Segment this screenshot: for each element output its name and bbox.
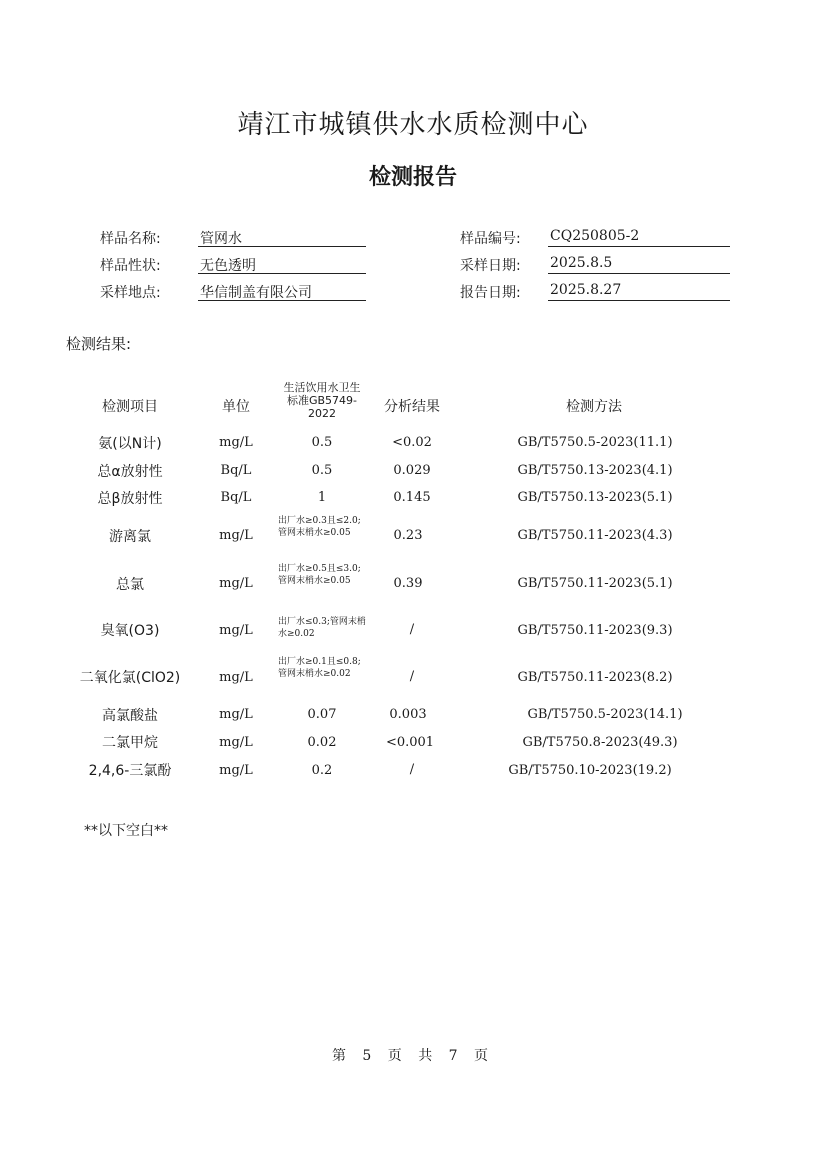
- report-title: 检测报告: [368, 165, 457, 190]
- row-3-method: GB/T5750.13-2023(5.1): [517, 490, 673, 505]
- row-10-result: /: [409, 762, 415, 777]
- info-row-2: [100, 255, 730, 275]
- organization-title: 靖江市城镇供水水质检测中心: [237, 110, 589, 140]
- sample-id-label: 样品编号:: [460, 231, 521, 247]
- sample-id-value: CQ250805-2: [548, 228, 730, 247]
- row-7-item: 二氧化氯(ClO2): [79, 670, 181, 686]
- row-8-item: 高氯酸盐: [102, 708, 158, 724]
- report-date-label: 报告日期:: [460, 285, 521, 301]
- row-10-method: GB/T5750.10-2023(19.2): [508, 763, 672, 778]
- row-9-result: <0.001: [385, 735, 435, 750]
- row-2-item: 总α放射性: [97, 464, 163, 480]
- header-item: 检测项目: [102, 399, 158, 415]
- row-6-unit: mg/L: [219, 623, 253, 638]
- row-4-unit: mg/L: [219, 528, 253, 543]
- info-row-1: [100, 228, 730, 248]
- row-10-item: 2,4,6-三氯酚: [88, 763, 172, 779]
- sample-name-value: 管网水: [198, 228, 366, 247]
- sampling-date-label: 采样日期:: [460, 258, 521, 274]
- header-unit: 单位: [222, 399, 250, 415]
- sample-name-label: 样品名称:: [100, 231, 161, 247]
- row-2-method: GB/T5750.13-2023(4.1): [517, 463, 673, 478]
- row-10-unit: mg/L: [219, 763, 253, 778]
- row-6-standard: 出厂水≤0.3;管网末梢水≥0.02: [278, 617, 366, 639]
- row-7-unit: mg/L: [219, 670, 253, 685]
- row-7-standard: 出厂水≥0.1且≤0.8;管网末梢水≥0.02: [278, 657, 361, 679]
- row-5-item: 总氯: [116, 577, 144, 593]
- row-8-method: GB/T5750.5-2023(14.1): [527, 707, 683, 722]
- header-result: 分析结果: [384, 399, 440, 415]
- blank-note: **以下空白**: [84, 823, 168, 839]
- row-7-method: GB/T5750.11-2023(8.2): [517, 670, 673, 685]
- sampling-site-value: 华信制盖有限公司: [198, 282, 366, 301]
- row-3-result: 0.145: [393, 490, 431, 505]
- row-3-standard: 1: [317, 490, 327, 505]
- row-9-item: 二氯甲烷: [102, 735, 158, 751]
- row-1-standard: 0.5: [311, 435, 333, 450]
- row-6-item: 臭氧(O3): [100, 623, 160, 639]
- row-4-result: 0.23: [393, 528, 423, 543]
- row-2-unit: Bq/L: [220, 463, 252, 478]
- report-date-value: 2025.8.27: [548, 282, 730, 301]
- page-number-footer: 第 5 页 共 7 页: [331, 1048, 495, 1064]
- row-9-standard: 0.02: [307, 735, 337, 750]
- row-2-result: 0.029: [393, 463, 431, 478]
- row-1-method: GB/T5750.5-2023(11.1): [517, 435, 673, 450]
- row-4-method: GB/T5750.11-2023(4.3): [517, 528, 673, 543]
- row-5-unit: mg/L: [219, 576, 253, 591]
- row-10-standard: 0.2: [311, 763, 333, 778]
- row-8-standard: 0.07: [307, 707, 337, 722]
- row-9-unit: mg/L: [219, 735, 253, 750]
- row-4-item: 游离氯: [109, 529, 151, 545]
- results-label: 检测结果:: [66, 335, 132, 353]
- row-4-standard: 出厂水≥0.3且≤2.0;管网末梢水≥0.05: [278, 516, 361, 538]
- header-method: 检测方法: [566, 399, 622, 415]
- row-7-result: /: [409, 669, 415, 684]
- row-8-unit: mg/L: [219, 707, 253, 722]
- sampling-date-value: 2025.8.5: [548, 255, 730, 274]
- sample-state-value: 无色透明: [198, 255, 366, 274]
- row-2-standard: 0.5: [311, 463, 333, 478]
- row-8-result: 0.003: [389, 707, 427, 722]
- row-3-item: 总β放射性: [97, 491, 163, 507]
- sample-state-label: 样品性状:: [100, 258, 161, 274]
- row-6-method: GB/T5750.11-2023(9.3): [517, 623, 673, 638]
- row-9-method: GB/T5750.8-2023(49.3): [522, 735, 678, 750]
- row-1-item: 氨(以N计): [98, 436, 162, 452]
- info-row-3: [100, 282, 730, 302]
- row-3-unit: Bq/L: [220, 490, 252, 505]
- header-standard: 生活饮用水卫生标准GB5749-2022: [283, 381, 361, 420]
- row-5-result: 0.39: [393, 576, 423, 591]
- sampling-site-label: 采样地点:: [100, 285, 161, 301]
- row-5-standard: 出厂水≥0.5且≤3.0;管网末梢水≥0.05: [278, 564, 361, 586]
- row-1-result: <0.02: [392, 435, 432, 450]
- row-1-unit: mg/L: [219, 435, 253, 450]
- row-6-result: /: [409, 622, 415, 637]
- row-5-method: GB/T5750.11-2023(5.1): [517, 576, 673, 591]
